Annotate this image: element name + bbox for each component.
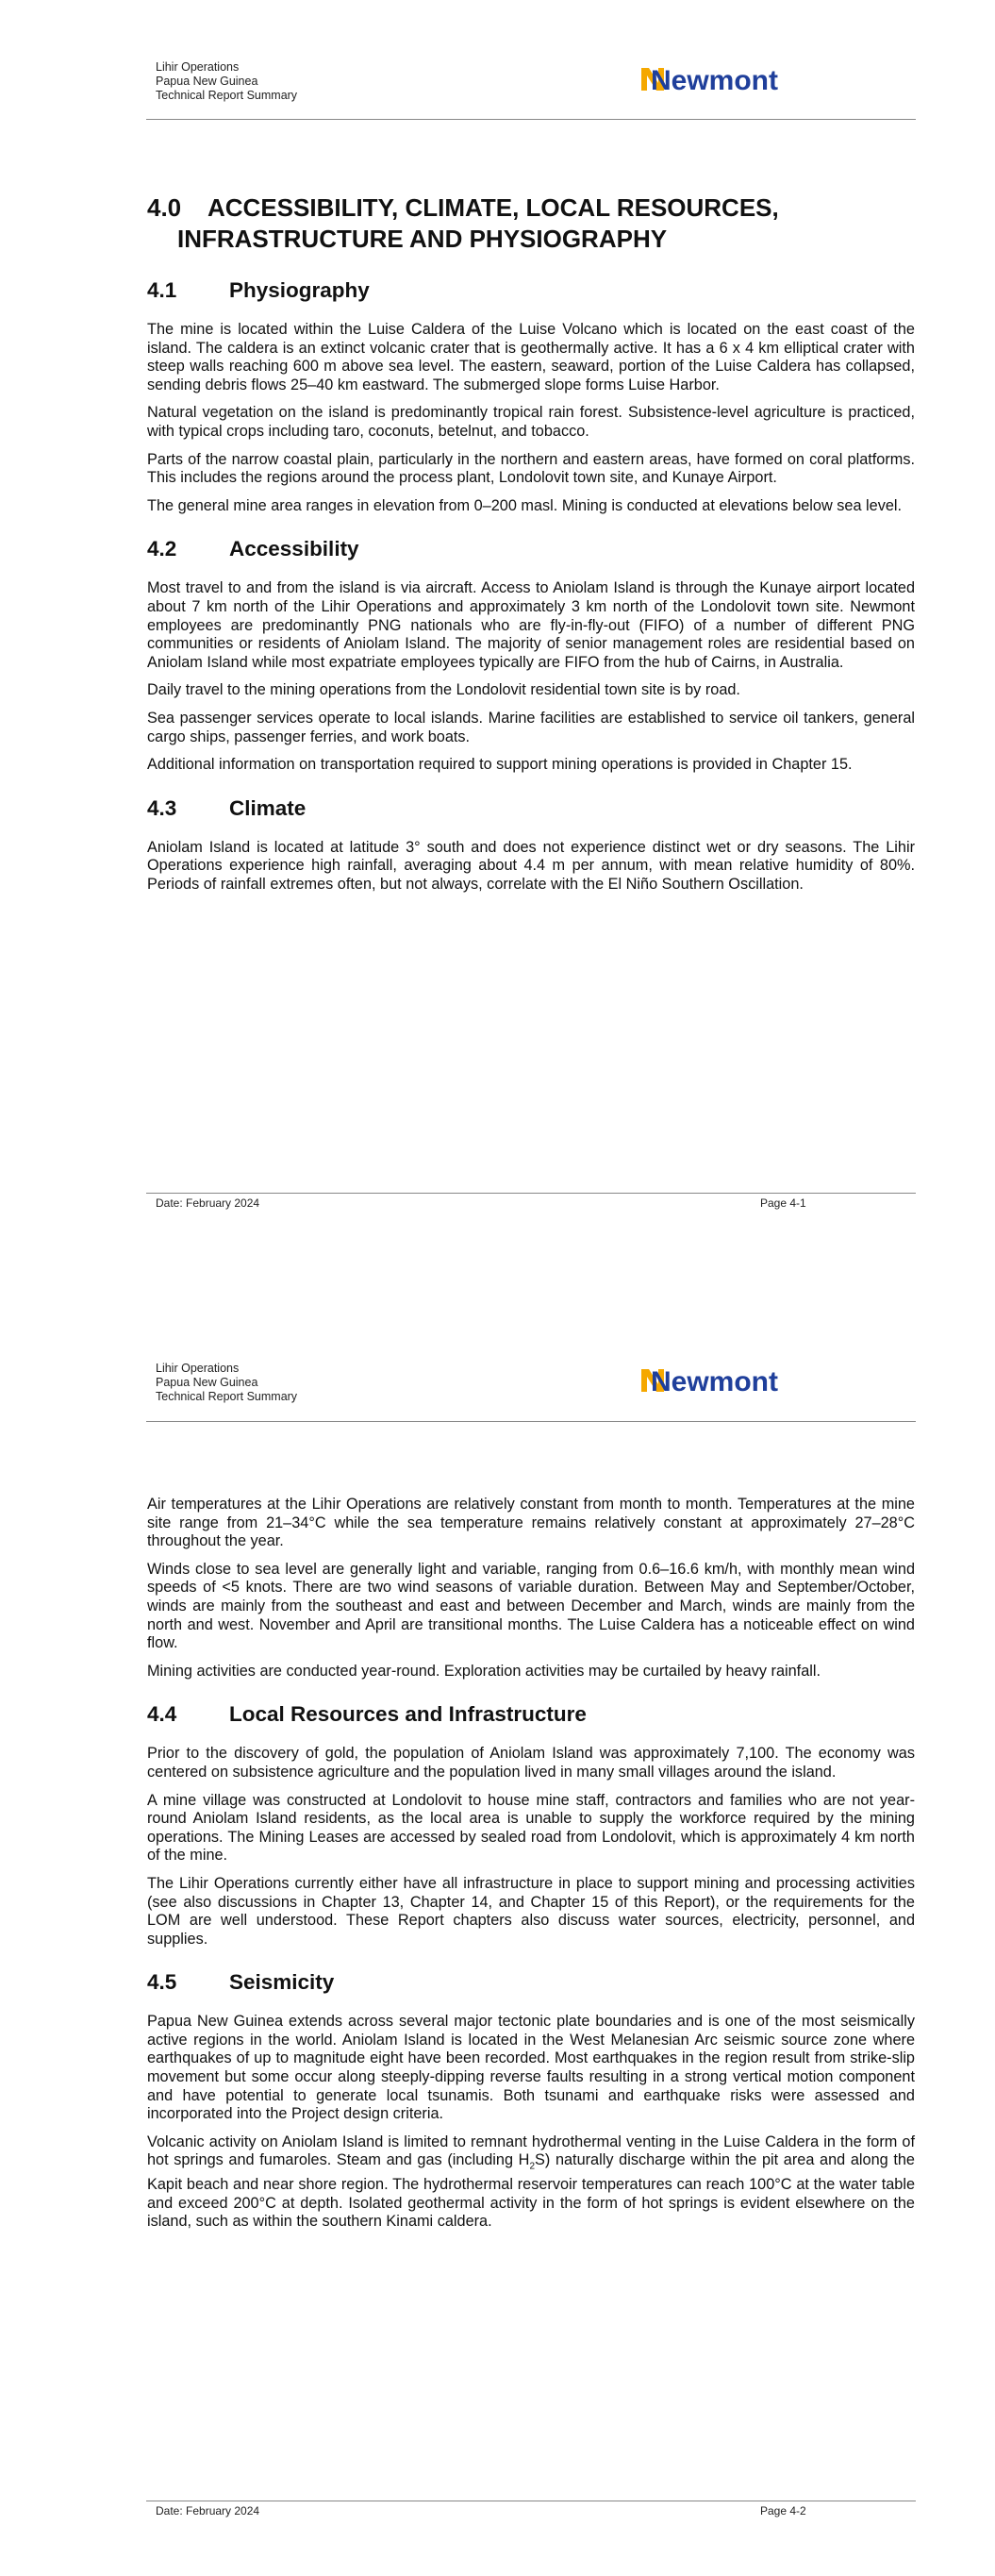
paragraph: Additional information on transportation required to support mining operations is provided in Chapter 15.	[147, 756, 853, 774]
heading-number: 4.1	[147, 278, 177, 302]
header-rule	[146, 1421, 916, 1422]
header-line-2: Papua New Guinea	[156, 1376, 258, 1389]
heading-accessibility	[147, 536, 915, 562]
paragraph: Most travel to and from the island is via aircraft. Access to Aniolam Island is through the Kunaye airport located about 7 km north of the Lihir Operations and approximately 3 km north of the Londolovit town site. Newmont employees are predominantly PNG nationals who are fly-in-fly-out (FIFO) of a number of different PNG communities or residents of Aniolam Island. The majority of senior management roles are residential based on Aniolam Island while most expatriate employees typically are FIFO from the hub of Cairns, in Australia.	[147, 579, 915, 671]
heading-title: Seismicity	[229, 1970, 335, 1995]
header-line-3: Technical Report Summary	[156, 89, 298, 102]
header-line-1: Lihir Operations	[156, 60, 240, 74]
paragraph: Air temperatures at the Lihir Operations are relatively constant from month to month. Temperatures at the mine site range from 21–34°C while the sea temperature remains relatively constant at approximately 27–28°C throughout the year.	[147, 1496, 915, 1550]
paragraph: Winds close to sea level are generally light and variable, ranging from 0.6–16.6 km/h, with monthly mean wind speeds of <5 knots. There are two wind seasons of variable duration. Between May and September/October, winds are mainly from the southeast and east and between December and March, winds are mainly from the north and west. November and April are transitional months. The Luise Caldera has a noticeable effect on wind flow.	[147, 1560, 915, 1652]
footer-date: Date: February 2024	[156, 2504, 260, 2517]
footer-page: Page 4-2	[760, 2504, 806, 2517]
paragraph: The mine is located within the Luise Caldera of the Luise Volcano which is located on the east coast of the island. The caldera is an extinct volcanic crater that is geothermally active. It has a 6 x 4 km elliptical crater with steep walls reaching 600 m above sea level. The eastern, seaward, portion of the Luise Caldera has collapsed, sending debris flows 25–40 km eastward. The submerged slope forms Luise Harbor.	[147, 321, 915, 393]
header-rule	[146, 119, 916, 120]
header-info	[156, 1362, 297, 1404]
section-heading	[147, 192, 915, 224]
paragraph: Papua New Guinea extends across several major tectonic plate boundaries and is one of the most seismically active regions in the world. Aniolam Island is located in the West Melanesian Arc seismic source zone where earthquakes of up to magnitude eight have been recorded. Most earthquakes in the region result from strike-slip movement but some occur along steeply-dipping reverse faults resulting in a strong vertical motion component and have potential to generate local tsunamis. Both tsunami and earthquake risks were assessed and incorporated into the Project design criteria.	[147, 2013, 915, 2123]
footer-date: Date: February 2024	[156, 1196, 260, 1210]
paragraph-part: Volcanic activity on Aniolam Island is limited to remnant hydrothermal venting in the Luise Caldera in the form of hot springs and fumaroles. Steam and gas (including H	[147, 2133, 915, 2169]
heading-number: 4.5	[147, 1970, 177, 1995]
heading-title: Climate	[229, 795, 307, 820]
section-number: 4.0	[147, 193, 182, 222]
heading-number: 4.2	[147, 537, 177, 561]
paragraph: Mining activities are conducted year-round. Exploration activities may be curtailed by heavy rainfall.	[147, 1662, 821, 1680]
subscript: 2	[529, 2161, 536, 2172]
heading-title: Accessibility	[229, 537, 359, 561]
header-line-1: Lihir Operations	[156, 1362, 240, 1375]
section-title-line-1: ACCESSIBILITY, CLIMATE, LOCAL RESOURCES,	[207, 193, 779, 222]
paragraph: The Lihir Operations currently either have all infrastructure in place to support mining and processing activities (see also discussions in Chapter 13, Chapter 14, and Chapter 15 of this Report), or the requirements for the LOM are well understood. These Report chapters also discuss water sources, electricity, personnel, and supplies.	[147, 1874, 915, 1948]
heading-number: 4.4	[147, 1702, 177, 1727]
logo-text: Newmont	[651, 1366, 778, 1397]
paragraph: Aniolam Island is located at latitude 3° south and does not experience distinct wet or dry seasons. The Lihir Operations experience high rainfall, averaging about 4.4 m per annum, with mean relative humidity of 80%. Periods of rainfall extremes often, but not always, correlate with the El Niño Southern Oscillation.	[147, 838, 915, 893]
footer-rule	[146, 1193, 916, 1194]
heading-climate	[147, 795, 915, 822]
heading-title: Local Resources and Infrastructure	[229, 1702, 587, 1727]
paragraph-part: S) naturally discharge within the pit area and along the Kapit beach and near shore region. The hydrothermal reservoir temperatures can reach 100°C at the water table and exceed 200°C at depth. Isolated geothermal activity in the form of hot springs is evident elsewhere on the island, such as within the southern Kinami caldera.	[147, 2151, 915, 2231]
header-info	[156, 60, 297, 103]
logo-text: Newmont	[651, 65, 778, 96]
paragraph: The general mine area ranges in elevation from 0–200 masl. Mining is conducted at elevations below sea level.	[147, 496, 903, 514]
footer-page: Page 4-1	[760, 1196, 806, 1210]
paragraph: Daily travel to the mining operations from the Londolovit residential town site is by road.	[147, 681, 740, 699]
section-title-line-2: INFRASTRUCTURE AND PHYSIOGRAPHY	[177, 225, 668, 253]
newmont-logo	[641, 1363, 811, 1397]
paragraph-volcanic-activity	[147, 2133, 915, 2232]
page-2-content	[147, 1496, 915, 2241]
page-2	[0, 1288, 995, 2576]
paragraph: A mine village was constructed at Londolovit to house mine staff, contractors and families who are not year-round Aniolam Island residents, as the local area is unable to supply the workforce required by the mining operations. The Mining Leases are accessed by sealed road from Londolovit, which is approximately 4 km north of the mine.	[147, 1791, 915, 1865]
newmont-logo	[641, 62, 811, 96]
heading-physiography	[147, 277, 915, 304]
section-title-line-2-row	[147, 224, 915, 255]
paragraph: Natural vegetation on the island is predominantly tropical rain forest. Subsistence-level agriculture is practiced, with typical crops including taro, coconuts, betelnut, and tobacco.	[147, 404, 915, 440]
paragraph: Sea passenger services operate to local islands. Marine facilities are established to service oil tankers, general cargo ships, passenger ferries, and work boats.	[147, 709, 915, 745]
heading-local-resources	[147, 1701, 915, 1728]
heading-seismicity	[147, 1969, 915, 1996]
header-line-2: Papua New Guinea	[156, 75, 258, 88]
header-line-3: Technical Report Summary	[156, 1390, 298, 1403]
paragraph: Prior to the discovery of gold, the population of Aniolam Island was approximately 7,100. The economy was centered on subsistence agriculture and the population lived in many small villages around the island.	[147, 1745, 915, 1781]
heading-title: Physiography	[229, 278, 370, 302]
page-1-content	[147, 192, 915, 903]
paragraph: Parts of the narrow coastal plain, particularly in the northern and eastern areas, have formed on coral platforms. This includes the regions around the process plant, Londolovit town site, and Kunaye Airport.	[147, 450, 915, 487]
heading-number: 4.3	[147, 795, 177, 820]
